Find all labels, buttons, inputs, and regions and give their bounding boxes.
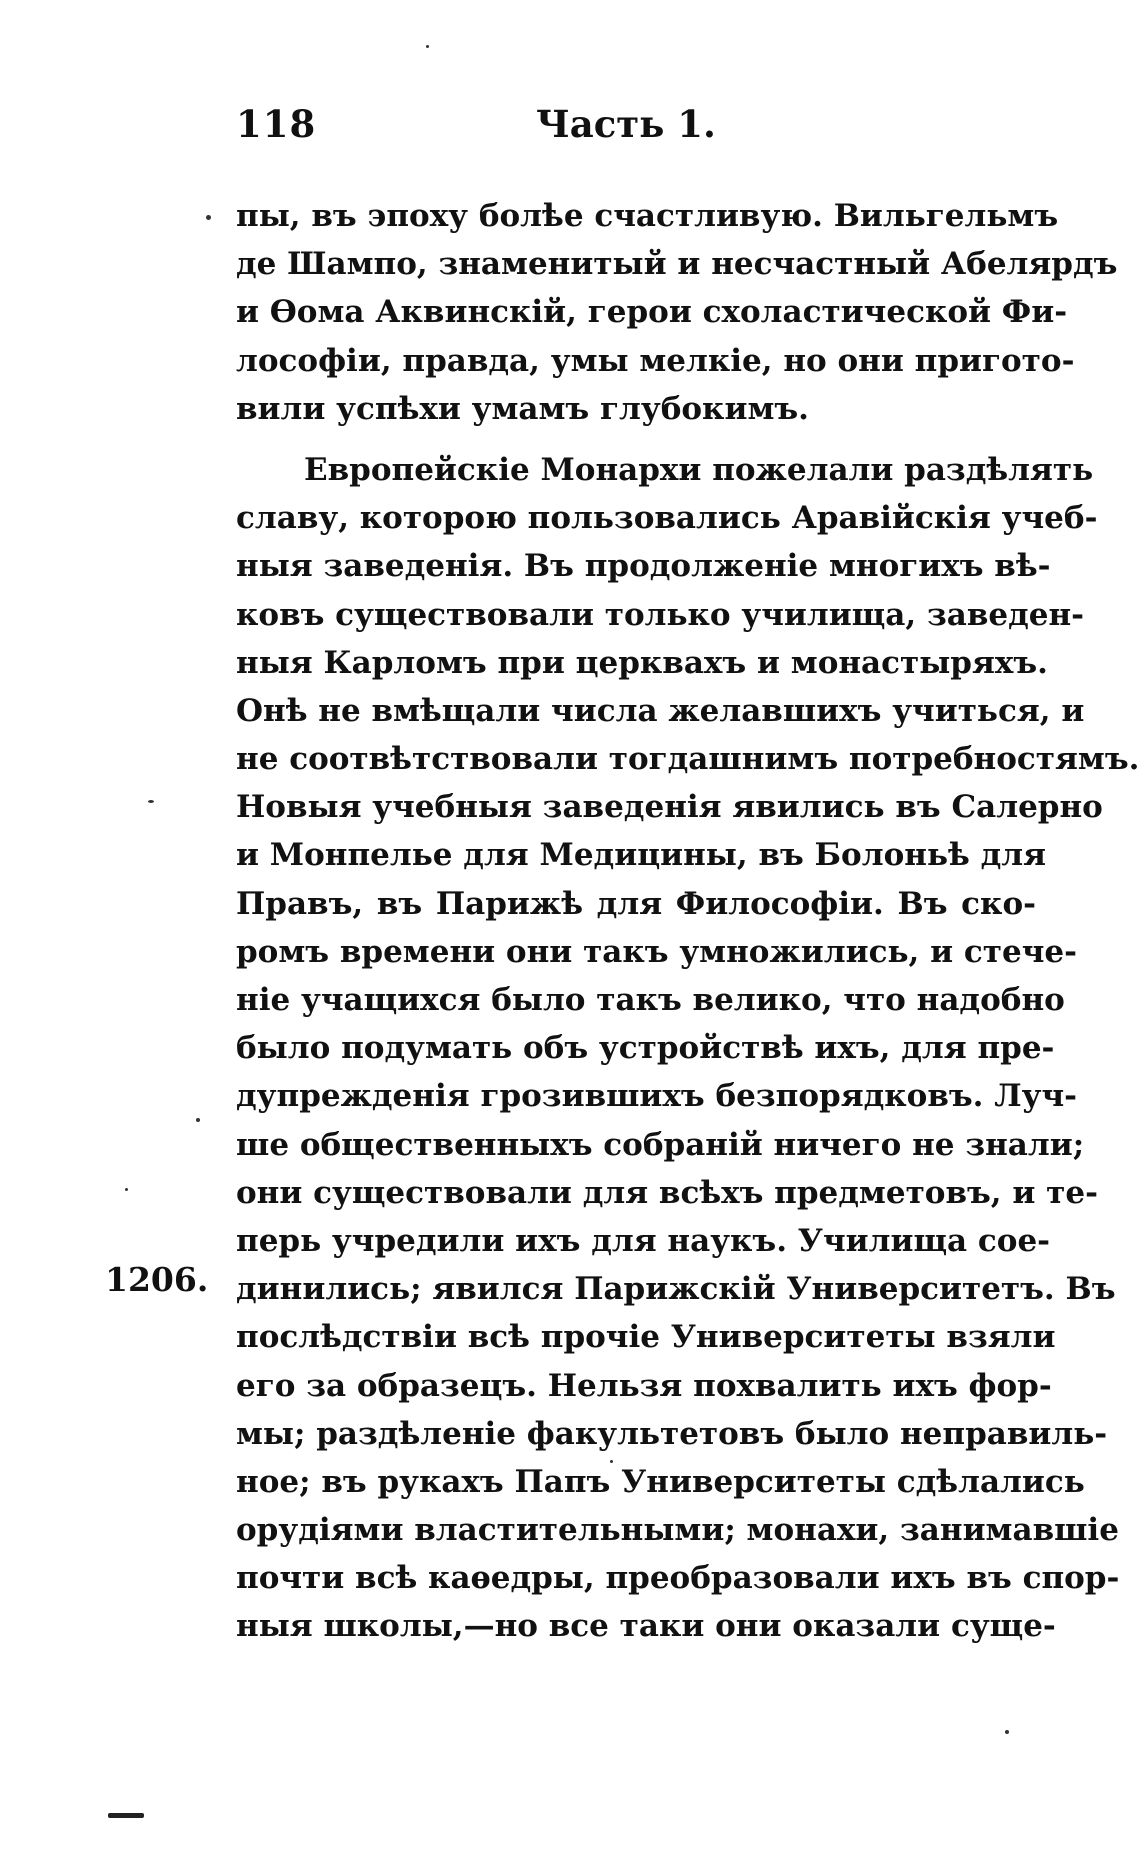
text-line: ромъ времени они такъ умножились, и стече-	[236, 933, 1077, 970]
text-line: ше общественныхъ собраній ничего не знали;	[236, 1126, 1085, 1163]
margin-year-note: 1206.	[105, 1260, 209, 1299]
body-text	[236, 192, 1140, 1651]
text-line: ныя школы,—но все таки они оказали суще-	[236, 1608, 1056, 1645]
text-line: ныя Карломъ при церквахъ и монастыряхъ.	[236, 644, 1048, 681]
scan-speck	[1005, 1730, 1009, 1734]
text-line: не соотвѣтствовали тогдашнимъ потребностямъ.	[236, 741, 1140, 778]
paragraph-gap	[236, 433, 1036, 446]
page-number: 118	[236, 102, 317, 146]
text-line: ныя заведенія. Въ продолженіе многихъ вѣ-	[236, 548, 1051, 585]
text-line: дупрежденія грозившихъ безпорядковъ. Луч-	[236, 1078, 1078, 1115]
text-line: Новыя учебныя заведенія явились въ Салерно	[236, 789, 1103, 826]
text-line: лософіи, правда, умы мелкіе, но они пригото-	[236, 342, 1075, 379]
scan-speck	[196, 1118, 200, 1122]
text-line: почти всѣ каѳедры, преобразовали ихъ въ спор-	[236, 1560, 1120, 1597]
text-line: Правъ, въ Парижѣ для Философіи. Въ ско-	[236, 885, 1036, 922]
text-line: ковъ существовали только училища, заведен-	[236, 596, 1085, 633]
text-line: ное; въ рукахъ Папъ Университеты сдѣлались	[236, 1463, 1085, 1500]
text-line: славу, которою пользовались Аравійскія учеб-	[236, 500, 1098, 537]
text-line: Онѣ не вмѣщали числа желавшихъ учиться, и	[236, 692, 1085, 729]
text-line: орудіями властительными; монахи, занимавшіе	[236, 1512, 1119, 1549]
text-line: ніе учащихся было такъ велико, что надобно	[236, 982, 1065, 1018]
text-line: перь учредили ихъ для наукъ. Училища сое-	[236, 1222, 1051, 1259]
text-line: его за образецъ. Нельзя похвалить ихъ фор-	[236, 1367, 1052, 1404]
scan-speck	[206, 215, 211, 220]
text-line: они существовали для всѣхъ предметовъ, и те-	[236, 1174, 1098, 1211]
text-line: Европейскіе Монархи пожелали раздѣлять	[304, 451, 1094, 488]
text-line: было подумать объ устройствѣ ихъ, для пре-	[236, 1030, 1055, 1067]
text-line: и Ѳома Аквинскій, герои схоластической Фи-	[236, 294, 1068, 331]
running-title: Часть 1.	[536, 102, 716, 146]
text-line: динились; явился Парижскій Университетъ. Въ	[236, 1271, 1116, 1308]
scan-speck	[610, 1460, 613, 1463]
text-line: пы, въ эпоху болѣе счастливую. Вильгельмъ	[236, 198, 1059, 234]
text-line: и Монпелье для Медицины, въ Болоньѣ для	[236, 837, 1046, 874]
text-line: вили успѣхи умамъ глубокимъ.	[236, 390, 809, 427]
text-line: послѣдствіи всѣ прочіе Университеты взяли	[236, 1319, 1056, 1356]
scan-speck	[125, 1188, 128, 1191]
scan-speck	[426, 45, 429, 48]
text-line: мы; раздѣленіе факультетовъ было неправиль-	[236, 1415, 1108, 1452]
scan-speck	[148, 800, 154, 803]
scan-dash-mark	[108, 1813, 144, 1818]
text-line: де Шампо, знаменитый и несчастный Абелярдъ	[236, 246, 1118, 283]
